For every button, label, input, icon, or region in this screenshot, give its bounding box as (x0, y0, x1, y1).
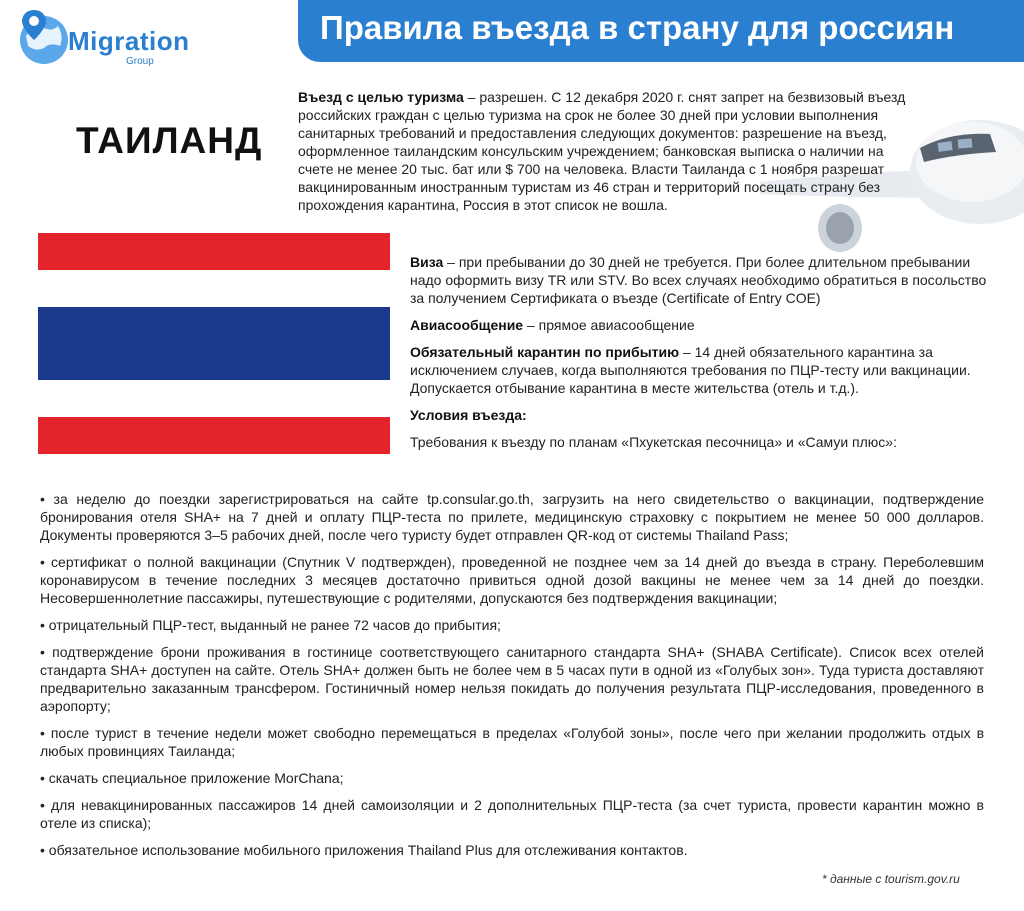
conditions-heading (410, 406, 990, 424)
visa-paragraph (410, 253, 990, 307)
visa-label: Виза (410, 254, 444, 270)
quarantine-paragraph (410, 343, 990, 397)
requirements-list (40, 490, 984, 868)
migration-group-logo (14, 6, 214, 70)
list-item: • для невакцинированных пассажиров 14 дней самоизоляции и 2 дополнительных ПЦР-теста (за счет туриста, провести карантин можно в отеле из списка); (40, 797, 984, 831)
visa-text: – при пребывании до 30 дней не требуется. При более длительном пребывании надо оформить визу TR или STV. Во всех случаях необходимо обратиться в посольство за получением Сертификата о въезде (Certificate of Entry COE) (410, 254, 987, 306)
list-item: • после турист в течение недели может свободно перемещаться в пределах «Голубой зоны», после чего при желании продолжить отдых в любых провинциях Таиланда; (40, 725, 984, 759)
conditions-label: Условия въезда: (410, 407, 527, 423)
header-banner (298, 0, 1024, 62)
list-item: • подтверждение брони проживания в гостинице соответствующего санитарного стандарта SHA+ (SHABA Certificate). Список всех отелей стандарта SHA+ доступен на сайте. Отель SHA+ должен быть не более чем в 5 часах пути в одной из «Голубых зон». Туда туриста доставляют предварительно заказанным трансфером. Гостиничный номер нельзя покидать до получения результата ПЦР-исследования, проведенного в аэропорту; (40, 644, 984, 714)
intro-paragraph (298, 88, 918, 214)
list-item: • сертификат о полной вакцинации (Спутник V подтвержден), проведенной не позднее чем за 14 дней до въезда в страну. Переболевшим коронавирусом в течение последних 3 месяцев достаточно привиться одной дозой вакцины не менее чем за 14 дней до поездки. Несовершеннолетние пассажиры, путешествующие с родителями, допускаются без подтверждения вакцинации; (40, 554, 984, 606)
air-label: Авиасообщение (410, 317, 524, 333)
list-item: • отрицательный ПЦР-тест, выданный не ранее 72 часов до прибытия; (40, 617, 501, 633)
globe-pin-icon (14, 6, 70, 70)
quarantine-text: – 14 дней обязательного карантина за исключением случаев, когда выполняются требования по ПЦР-тесту или вакцинации. Допускается отбывание карантина в месте жительства (отель и т.д.). (410, 344, 971, 396)
page-title: Правила въезда в страну для россиян (320, 9, 955, 46)
requirements-intro: Требования к въезду по планам «Пхукетская песочница» и «Самуи плюс»: (410, 434, 897, 450)
list-item: • обязательное использование мобильного приложения Thailand Plus для отслеживания контактов. (40, 842, 688, 858)
country-name: ТАИЛАНД (76, 120, 263, 161)
entry-details (410, 253, 990, 460)
source-note: * данные с tourism.gov.ru (822, 872, 960, 886)
intro-label: Въезд с целью туризма (298, 89, 464, 105)
intro-text: – разрешен. С 12 декабря 2020 г. снят запрет на безвизовый въезд российских граждан с целью туризма на срок не более 30 дней при условии выполнения санитарных требований и предоставления следующих документов: разрешение на въезд, оформленное таиландским консульским учреждением; банковская выписка о наличии на счете не менее 20 тыс. бат или $ 700 на человека. Власти Таиланда с 1 ноября разрешат вакцинированным иностранным туристам из 46 стран и территорий посещать страну без прохождения карантина, Россия в этот список не вошла. (298, 89, 906, 213)
list-item: • за неделю до поездки зарегистрироваться на сайте tp.consular.go.th, загрузить на него свидетельство о вакцинации, подтверждение бронирования отеля SHA+ на 7 дней и оплату ПЦР-теста по прилете, медицинскую страховку с покрытием не менее 50 000 долларов. Документы проверяются 3–5 рабочих дней, после чего туристу будет отправлен QR-код от системы Thailand Pass; (40, 491, 984, 543)
thailand-flag (38, 233, 390, 454)
list-item: • скачать специальное приложение MorChana; (40, 770, 344, 786)
brand-name: Migration (68, 26, 190, 56)
quarantine-label: Обязательный карантин по прибытию (410, 344, 680, 360)
air-text: – прямое авиасообщение (523, 317, 695, 333)
brand-sub: Group (126, 56, 154, 67)
air-paragraph (410, 316, 990, 334)
